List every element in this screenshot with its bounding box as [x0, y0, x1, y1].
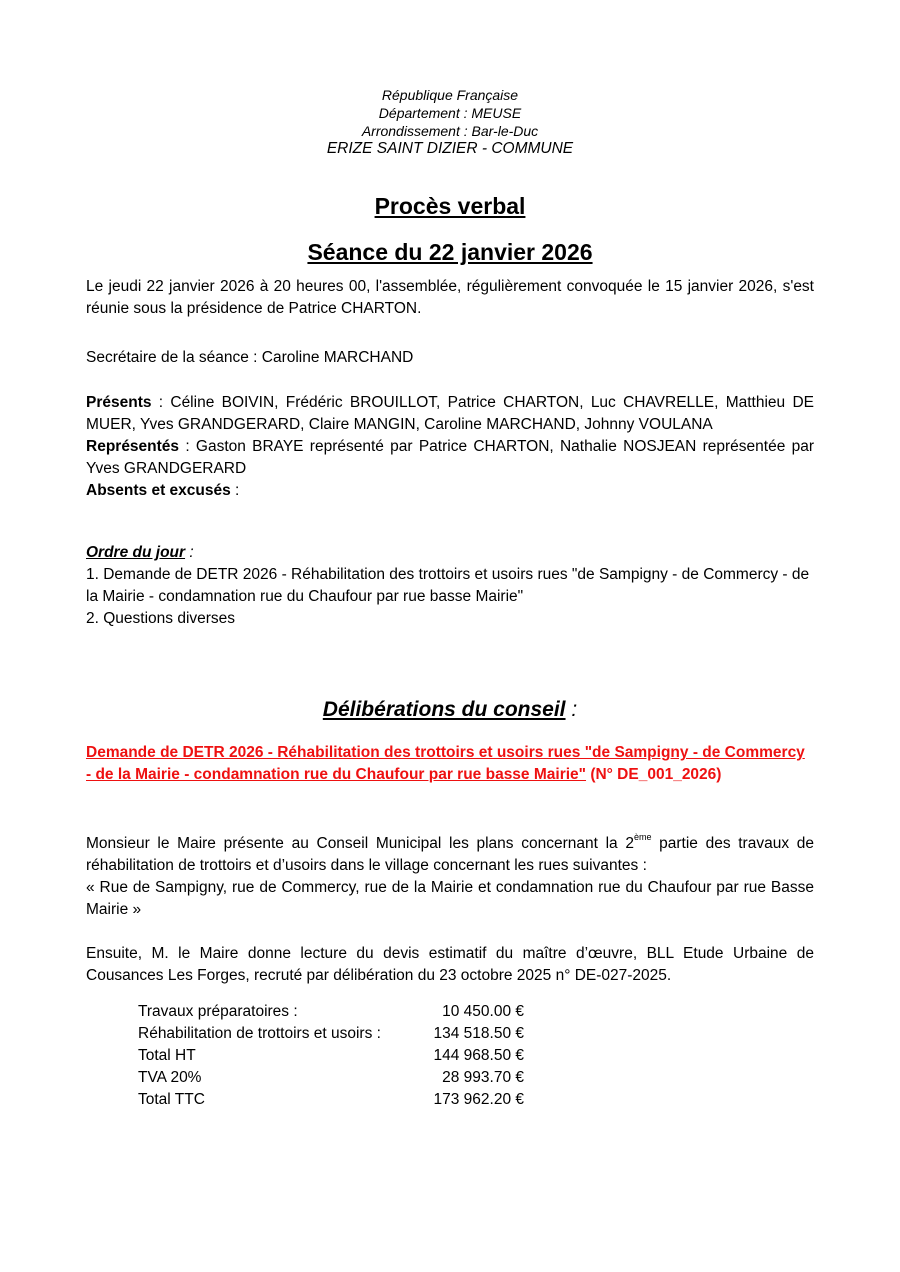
cost-amount: 144 968.50 € — [433, 1047, 524, 1064]
deliberations-heading — [86, 696, 814, 724]
cost-estimate-table — [138, 1001, 524, 1111]
agenda-item-2: 2. Questions diverses — [86, 610, 236, 627]
table-row — [138, 1089, 524, 1111]
header-republic: République Française — [381, 87, 519, 103]
represented-list: : Gaston BRAYE représenté par Patrice CHARTON, Nathalie NOSJEAN représentée par Yves GRANDGERARD — [86, 438, 814, 477]
document-header — [86, 86, 814, 158]
deliberation-item-title — [86, 742, 814, 786]
para1-start: Monsieur le Maire présente au Conseil Municipal les plans concernant la 2 — [86, 835, 634, 852]
agenda-item-1: 1. Demande de DETR 2026 - Réhabilitation des trottoirs et usoirs rues "de Sampigny - de Commercy - de la Mairie - condamnation rue du Chaufour par rue basse Mairie" — [86, 566, 810, 605]
deliberation-item-title-text: Demande de DETR 2026 - Réhabilitation des trottoirs et usoirs rues "de Sampigny - de Commercy - de la Mairie - condamnation rue du Chaufour par rue basse Mairie" — [86, 744, 805, 783]
represented-label: Représentés — [86, 438, 180, 455]
agenda-heading — [86, 542, 814, 564]
represented-paragraph — [86, 436, 814, 480]
cost-label: TVA 20% — [138, 1069, 202, 1086]
table-row — [138, 1001, 524, 1023]
cost-label: Total TTC — [138, 1091, 205, 1108]
table-row — [138, 1067, 524, 1089]
deliberation-paragraph-1 — [86, 833, 814, 877]
para1-superscript: ème — [633, 831, 652, 842]
cost-label: Travaux préparatoires : — [138, 1003, 298, 1020]
header-department: Département : MEUSE — [378, 105, 522, 121]
header-arrondissement: Arrondissement : Bar-le-Duc — [361, 123, 539, 139]
document-title: Procès verbal — [374, 193, 526, 219]
session-title: Séance du 22 janvier 2026 — [307, 239, 593, 265]
absent-label: Absents et excusés — [86, 482, 231, 499]
para1-end: partie des travaux de réhabilitation de trottoirs et d’usoirs dans le village concernant les rues suivantes : — [86, 835, 814, 874]
present-list: : Céline BOIVIN, Frédéric BROUILLOT, Patrice CHARTON, Luc CHAVRELLE, Matthieu DE MUER, Yves GRANDGERARD, Claire MANGIN, Caroline MARCHAND, Johnny VOULANA — [86, 394, 814, 433]
secretary-line: Secrétaire de la séance : Caroline MARCHAND — [86, 349, 414, 366]
table-row — [138, 1045, 524, 1067]
deliberations-heading-text: Délibérations du conseil — [322, 698, 566, 721]
deliberation-street-list: « Rue de Sampigny, rue de Commercy, rue de la Mairie et condamnation rue du Chaufour par rue Basse Mairie » — [86, 879, 814, 918]
present-label: Présents — [86, 394, 152, 411]
document-page — [86, 86, 814, 1111]
agenda-label-suffix: : — [185, 544, 194, 561]
cost-amount: 134 518.50 € — [433, 1025, 524, 1042]
table-row — [138, 1023, 524, 1045]
cost-amount: 10 450.00 € — [442, 1003, 524, 1020]
intro-paragraph: Le jeudi 22 janvier 2026 à 20 heures 00, l'assemblée, régulièrement convoquée le 15 janvier 2026, s'est réunie sous la présidence de Patrice CHARTON. — [86, 278, 814, 317]
deliberation-item-ref: (N° DE_001_2026) — [586, 766, 722, 783]
cost-amount: 173 962.20 € — [433, 1091, 524, 1108]
deliberations-heading-suffix: : — [565, 698, 578, 721]
absent-paragraph — [86, 480, 814, 502]
header-commune: ERIZE SAINT DIZIER - COMMUNE — [326, 140, 574, 157]
cost-amount: 28 993.70 € — [442, 1069, 524, 1086]
deliberation-paragraph-2: Ensuite, M. le Maire donne lecture du devis estimatif du maître d’œuvre, BLL Etude Urbaine de Cousances Les Forges, recruté par délibération du 23 octobre 2025 n° DE-027-2025. — [86, 945, 814, 984]
cost-label: Total HT — [138, 1047, 196, 1064]
present-paragraph — [86, 392, 814, 436]
absent-list: : — [230, 482, 240, 499]
agenda-label: Ordre du jour — [86, 544, 186, 561]
cost-label: Réhabilitation de trottoirs et usoirs : — [138, 1025, 381, 1042]
